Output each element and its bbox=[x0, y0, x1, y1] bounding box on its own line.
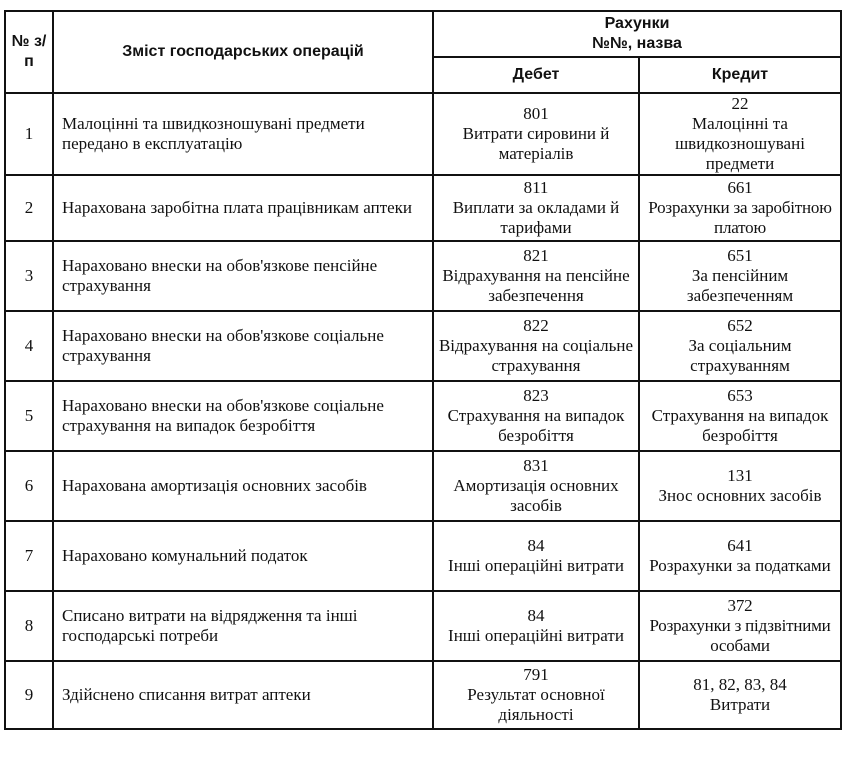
debit-cell bbox=[433, 521, 639, 591]
debit-code: 831 bbox=[523, 456, 549, 475]
row-num: 8 bbox=[5, 591, 53, 661]
header-accounts-line2: №№, назва bbox=[592, 35, 682, 52]
table-row bbox=[5, 521, 841, 591]
credit-name: Страхування на випадок безробіття bbox=[651, 406, 829, 445]
header-row bbox=[5, 11, 841, 57]
debit-cell bbox=[433, 311, 639, 381]
row-content: Нараховано внески на обов'язкове соціальне страхування на випадок безробіття bbox=[53, 381, 433, 451]
credit-name: За соціальним страхуванням bbox=[688, 336, 792, 375]
credit-code: 653 bbox=[727, 386, 753, 405]
debit-name: Страхування на випадок безробіття bbox=[447, 406, 625, 445]
operations-table bbox=[4, 10, 842, 730]
credit-code: 651 bbox=[727, 246, 753, 265]
row-content: Нараховано внески на обов'язкове соціальне страхування bbox=[53, 311, 433, 381]
debit-code: 823 bbox=[523, 386, 549, 405]
row-num: 4 bbox=[5, 311, 53, 381]
header-content: Зміст господарських операцій bbox=[53, 11, 433, 93]
debit-cell bbox=[433, 451, 639, 521]
row-num: 7 bbox=[5, 521, 53, 591]
row-content: Нарахована заробітна плата працівникам аптеки bbox=[53, 175, 433, 241]
credit-cell bbox=[639, 381, 841, 451]
debit-cell bbox=[433, 591, 639, 661]
row-num: 3 bbox=[5, 241, 53, 311]
row-content: Здійснено списання витрат аптеки bbox=[53, 661, 433, 729]
debit-name: Амортизація основних засобів bbox=[453, 476, 619, 515]
credit-name: Знос основних засобів bbox=[658, 486, 822, 505]
credit-cell bbox=[639, 311, 841, 381]
row-num: 2 bbox=[5, 175, 53, 241]
header-accounts bbox=[433, 11, 841, 57]
debit-name: Виплати за окладами й тарифами bbox=[452, 198, 620, 237]
table-row bbox=[5, 591, 841, 661]
debit-cell bbox=[433, 175, 639, 241]
credit-name: Розрахунки з підзвітними особами bbox=[649, 616, 831, 655]
row-content: Нарахована амортизація основних засобів bbox=[53, 451, 433, 521]
debit-cell bbox=[433, 661, 639, 729]
debit-name: Відрахування на соціальне страхування bbox=[438, 336, 634, 375]
credit-code: 372 bbox=[727, 596, 753, 615]
table-row bbox=[5, 661, 841, 729]
table-row bbox=[5, 451, 841, 521]
credit-name: Витрати bbox=[709, 695, 771, 714]
debit-cell bbox=[433, 93, 639, 175]
row-content: Малоцінні та швидкозношувані предмети передано в експлуатацію bbox=[53, 93, 433, 175]
header-num: № з/п bbox=[5, 11, 53, 93]
debit-code: 801 bbox=[523, 104, 549, 123]
credit-cell bbox=[639, 661, 841, 729]
table-row bbox=[5, 93, 841, 175]
debit-name: Витрати сировини й матеріалів bbox=[462, 124, 610, 163]
row-num: 6 bbox=[5, 451, 53, 521]
credit-name: Малоцінні та швидкозношувані предмети bbox=[675, 114, 805, 173]
header-credit: Кредит bbox=[639, 57, 841, 93]
header-accounts-line1: Рахунки bbox=[604, 15, 670, 32]
debit-code: 811 bbox=[523, 178, 549, 197]
debit-name: Результат основної діяльності bbox=[467, 685, 605, 724]
credit-name: За пенсійним забезпеченням bbox=[686, 266, 794, 305]
credit-code: 661 bbox=[727, 178, 753, 197]
credit-code: 641 bbox=[727, 536, 753, 555]
table-row bbox=[5, 241, 841, 311]
debit-code: 84 bbox=[527, 536, 545, 555]
credit-cell bbox=[639, 93, 841, 175]
debit-name: Відрахування на пенсійне забезпечення bbox=[442, 266, 630, 305]
debit-code: 822 bbox=[523, 316, 549, 335]
credit-cell bbox=[639, 241, 841, 311]
row-content: Нараховано внески на обов'язкове пенсійне страхування bbox=[53, 241, 433, 311]
header-debit: Дебет bbox=[433, 57, 639, 93]
debit-name: Інші операційні витрати bbox=[448, 626, 624, 645]
row-num: 1 bbox=[5, 93, 53, 175]
credit-name: Розрахунки за заробітною платою bbox=[648, 198, 832, 237]
credit-code: 81, 82, 83, 84 bbox=[693, 675, 787, 694]
debit-code: 791 bbox=[523, 665, 549, 684]
credit-cell bbox=[639, 451, 841, 521]
credit-cell bbox=[639, 591, 841, 661]
debit-cell bbox=[433, 381, 639, 451]
credit-name: Розрахунки за податками bbox=[649, 556, 831, 575]
table-row bbox=[5, 175, 841, 241]
debit-code: 84 bbox=[527, 606, 545, 625]
row-content: Нараховано комунальний податок bbox=[53, 521, 433, 591]
credit-code: 22 bbox=[731, 94, 749, 113]
credit-cell bbox=[639, 175, 841, 241]
row-num: 9 bbox=[5, 661, 53, 729]
credit-code: 652 bbox=[727, 316, 753, 335]
debit-name: Інші операційні витрати bbox=[448, 556, 624, 575]
row-content: Списано витрати на відрядження та інші господарські потреби bbox=[53, 591, 433, 661]
debit-cell bbox=[433, 241, 639, 311]
credit-cell bbox=[639, 521, 841, 591]
debit-code: 821 bbox=[523, 246, 549, 265]
credit-code: 131 bbox=[727, 466, 753, 485]
row-num: 5 bbox=[5, 381, 53, 451]
table-row bbox=[5, 381, 841, 451]
table-row bbox=[5, 311, 841, 381]
